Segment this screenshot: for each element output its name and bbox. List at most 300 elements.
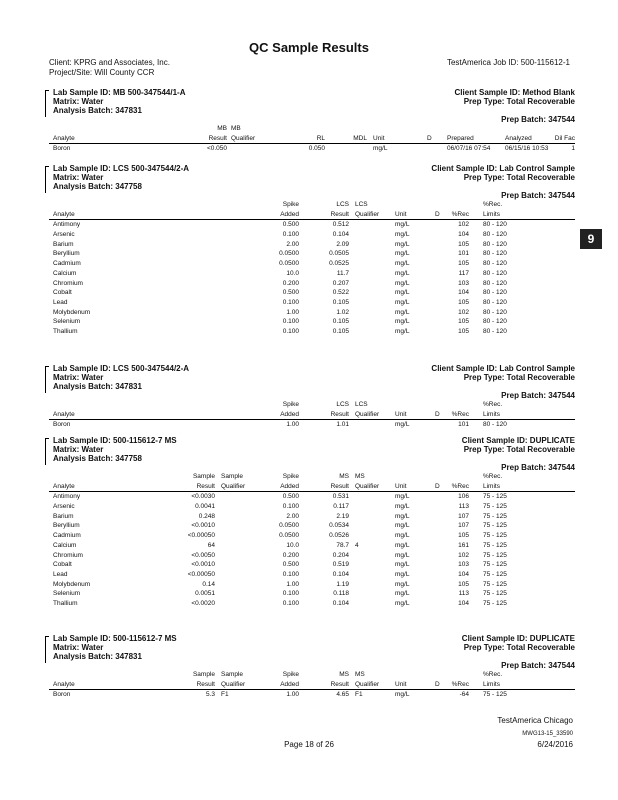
table-cell: 4.65 [336, 691, 349, 699]
column-header: %Rec. [483, 473, 503, 480]
column-header: Result [330, 210, 349, 218]
column-header: %Rec [451, 482, 469, 490]
table-row [49, 551, 575, 561]
table-cell: 10.0 [286, 541, 299, 549]
table-row [49, 531, 575, 541]
analyte-name: Barium [53, 240, 74, 248]
column-header: Sample [192, 473, 215, 480]
client-sample-id: Client Sample ID: Method Blank [454, 88, 575, 97]
table-cell: 75 - 125 [483, 570, 507, 578]
prep-type: Prep Type: Total Recoverable [463, 97, 575, 106]
column-header: D [435, 210, 440, 218]
table-cell: 117 [458, 269, 469, 277]
table-cell: 105 [458, 240, 469, 248]
column-header: MB [217, 125, 227, 132]
column-header: LCS [355, 201, 368, 208]
column-header: Limits [483, 410, 500, 418]
table-header-top [49, 670, 575, 680]
analyte-name: Lead [53, 298, 68, 306]
table-row [49, 560, 575, 570]
table-cell: 113 [458, 503, 469, 511]
column-header: D [427, 134, 432, 142]
table-cell: 105 [458, 532, 469, 540]
table-cell: 1.00 [286, 691, 299, 699]
column-header: Result [330, 482, 349, 490]
table-row [49, 249, 575, 259]
column-header: LCS [336, 401, 349, 408]
table-cell: 75 - 125 [483, 691, 507, 699]
column-header: Dil Fac [554, 134, 575, 142]
matrix: Matrix: Water [53, 373, 104, 382]
client-name: Client: KPRG and Associates, Inc. [49, 58, 170, 67]
table-cell: 105 [458, 327, 469, 335]
column-header: Added [280, 410, 299, 418]
table-cell: 80 - 120 [483, 231, 507, 239]
prep-batch: Prep Batch: 347544 [501, 661, 575, 670]
table-cell: mg/L [395, 599, 410, 607]
footer-code: MWG13-15_33590 [522, 731, 573, 737]
column-header: Unit [395, 210, 407, 218]
table-cell: 104 [458, 570, 469, 578]
table-cell: 0.0500 [279, 260, 299, 268]
table-cell: 0.207 [332, 279, 349, 287]
table-cell: <0.0010 [191, 561, 215, 569]
table-cell: mg/L [395, 327, 410, 335]
column-header: MS [355, 671, 365, 678]
analyte-name: Boron [53, 421, 71, 429]
analyte-name: Calcium [53, 269, 77, 277]
table-header [49, 134, 575, 145]
table-row [49, 288, 575, 298]
table-cell: 105 [458, 298, 469, 306]
column-header: Unit [395, 410, 407, 418]
table-cell: 75 - 125 [483, 580, 507, 588]
table-header-top [49, 400, 575, 410]
prep-batch: Prep Batch: 347544 [501, 115, 575, 124]
table-cell: 103 [458, 279, 469, 287]
table-header [49, 410, 575, 421]
prep-type: Prep Type: Total Recoverable [463, 643, 575, 652]
table-cell: 0.117 [333, 503, 349, 511]
table-cell: 80 - 120 [483, 327, 507, 335]
matrix: Matrix: Water [53, 173, 104, 182]
table-cell: 80 - 120 [483, 308, 507, 316]
table-cell: 101 [458, 250, 469, 258]
table-cell: mg/L [395, 580, 410, 588]
table-cell: <0.00050 [187, 532, 215, 540]
column-header: RL [316, 134, 325, 142]
table-cell: 1.19 [336, 580, 349, 588]
lab-sample-id: Lab Sample ID: 500-115612-7 MS [53, 436, 177, 445]
table-cell: 0.118 [333, 590, 349, 598]
prep-batch: Prep Batch: 347544 [501, 191, 575, 200]
column-header: Qualifier [355, 482, 380, 490]
table-cell: 2.00 [286, 512, 299, 520]
prep-batch: Prep Batch: 347544 [501, 463, 575, 472]
table-cell: mg/L [395, 279, 410, 287]
analyte-name: Thallium [53, 327, 78, 335]
table-cell: mg/L [395, 221, 410, 229]
table-cell: 4 [355, 541, 359, 549]
column-header: %Rec [451, 410, 469, 418]
table-cell: 75 - 125 [483, 590, 507, 598]
column-header: Analyte [53, 410, 75, 418]
table-cell: 161 [458, 541, 469, 549]
table-cell: 1.02 [336, 308, 349, 316]
table-cell: 2.09 [336, 240, 349, 248]
column-header: MDL [353, 134, 367, 142]
analyte-name: Antimony [53, 221, 81, 229]
table-cell: mg/L [395, 561, 410, 569]
table-cell: 0.200 [282, 551, 299, 559]
column-header: MB [231, 125, 241, 132]
table-header-top [49, 472, 575, 482]
table-cell: 2.19 [336, 512, 349, 520]
table-row [49, 230, 575, 240]
prep-type: Prep Type: Total Recoverable [463, 445, 575, 454]
table-cell: 0.0500 [279, 532, 299, 540]
table-cell: F1 [355, 691, 363, 699]
column-header: D [435, 482, 440, 490]
table-cell: mg/L [395, 551, 410, 559]
table-cell: 0.050 [308, 145, 325, 153]
table-cell: 0.0525 [329, 260, 349, 268]
job-id: TestAmerica Job ID: 500-115612-1 [446, 58, 570, 67]
column-header: Qualifier [355, 210, 380, 218]
qc-section [49, 164, 575, 337]
table-row [49, 279, 575, 289]
column-header: Analyte [53, 134, 75, 142]
table-row [49, 512, 575, 522]
analyte-name: Cobalt [53, 561, 72, 569]
table-cell: mg/L [395, 308, 410, 316]
analyte-name: Thallium [53, 599, 78, 607]
matrix: Matrix: Water [53, 643, 104, 652]
lab-sample-id: Lab Sample ID: LCS 500-347544/2-A [53, 164, 190, 173]
table-cell: 107 [458, 512, 469, 520]
table-cell: 1.01 [336, 421, 349, 429]
table-cell: mg/L [395, 512, 410, 520]
table-cell: 80 - 120 [483, 269, 507, 277]
table-cell: -64 [459, 691, 469, 699]
analyte-name: Cadmium [53, 260, 81, 268]
table-cell: 78.7 [336, 541, 349, 549]
prep-type: Prep Type: Total Recoverable [463, 173, 575, 182]
lab-sample-id: Lab Sample ID: MB 500-347544/1-A [53, 88, 186, 97]
table-cell: mg/L [395, 289, 410, 297]
column-header: Sample [221, 473, 244, 480]
table-cell: <0.0050 [191, 551, 215, 559]
column-header: Unit [395, 680, 407, 688]
table-cell: mg/L [395, 590, 410, 598]
analysis-batch: Analysis Batch: 347758 [53, 182, 142, 191]
table-row [49, 570, 575, 580]
table-cell: 0.100 [282, 590, 299, 598]
column-header: Result [208, 134, 227, 142]
column-header: Added [280, 482, 299, 490]
table-row [49, 541, 575, 551]
column-header: Result [330, 680, 349, 688]
table-cell: 75 - 125 [483, 493, 507, 501]
analyte-name: Arsenic [53, 231, 75, 239]
table-cell: 0.512 [332, 221, 349, 229]
table-cell: 80 - 120 [483, 279, 507, 287]
column-header: Analyzed [505, 134, 532, 142]
page-title: QC Sample Results [249, 40, 369, 55]
table-cell: 1.00 [286, 421, 299, 429]
table-row [49, 589, 575, 599]
table-cell: 80 - 120 [483, 298, 507, 306]
analyte-name: Calcium [53, 541, 77, 549]
table-row [49, 240, 575, 250]
column-header: Unit [373, 134, 385, 142]
table-cell: 113 [458, 590, 469, 598]
matrix: Matrix: Water [53, 445, 104, 454]
section-tab[interactable]: 9 [580, 229, 602, 249]
analyte-name: Molybdenum [53, 580, 91, 588]
client-sample-id: Client Sample ID: DUPLICATE [461, 634, 575, 643]
analyte-name: Chromium [53, 279, 83, 287]
table-cell: 0.105 [332, 298, 349, 306]
table-cell: 75 - 125 [483, 522, 507, 530]
table-cell: 0.14 [202, 580, 215, 588]
analysis-batch: Analysis Batch: 347831 [53, 652, 142, 661]
table-cell: 2.00 [286, 240, 299, 248]
table-cell: 75 - 125 [483, 541, 507, 549]
column-header: MS [355, 473, 365, 480]
table-row [49, 420, 575, 430]
column-header: Limits [483, 482, 500, 490]
analyte-name: Antimony [53, 493, 81, 501]
table-cell: 0.100 [282, 327, 299, 335]
table-cell: 06/07/16 07:54 [447, 145, 491, 153]
table-cell: 75 - 125 [483, 503, 507, 511]
table-cell: 80 - 120 [483, 421, 507, 429]
table-cell: 0.0526 [329, 532, 349, 540]
table-cell: 105 [458, 580, 469, 588]
table-row [49, 690, 575, 700]
table-cell: 75 - 125 [483, 551, 507, 559]
analyte-name: Cobalt [53, 289, 72, 297]
table-cell: mg/L [395, 260, 410, 268]
table-cell: 75 - 125 [483, 599, 507, 607]
client-sample-id: Client Sample ID: DUPLICATE [461, 436, 575, 445]
table-cell: 0.105 [332, 318, 349, 326]
table-cell: 0.104 [332, 231, 349, 239]
column-header: %Rec [451, 210, 469, 218]
table-cell: 102 [458, 221, 469, 229]
table-cell: 104 [458, 599, 469, 607]
qc-section [49, 634, 575, 700]
column-header: Result [196, 680, 215, 688]
table-cell: 0.522 [332, 289, 349, 297]
analyte-name: Barium [53, 512, 74, 520]
table-row [49, 317, 575, 327]
footer-company: TestAmerica Chicago [497, 716, 573, 725]
table-cell: mg/L [395, 532, 410, 540]
prep-type: Prep Type: Total Recoverable [463, 373, 575, 382]
column-header: Spike [282, 401, 299, 408]
analysis-batch: Analysis Batch: 347831 [53, 382, 142, 391]
table-cell: 80 - 120 [483, 260, 507, 268]
qc-section [49, 88, 575, 154]
column-header: Sample [192, 671, 215, 678]
table-cell: mg/L [395, 503, 410, 511]
table-cell: 0.100 [282, 503, 299, 511]
analyte-name: Chromium [53, 551, 83, 559]
table-cell: 11.7 [336, 269, 349, 277]
table-cell: 102 [458, 308, 469, 316]
column-header: Analyte [53, 482, 75, 490]
table-cell: mg/L [395, 250, 410, 258]
table-cell: 5.3 [205, 691, 215, 699]
table-row [49, 259, 575, 269]
column-header: Spike [282, 671, 299, 678]
table-cell: 102 [458, 551, 469, 559]
project-site: Project/Site: Will County CCR [49, 68, 155, 77]
table-cell: mg/L [395, 318, 410, 326]
table-cell: 106 [458, 493, 469, 501]
table-row [49, 521, 575, 531]
table-cell: <0.050 [206, 145, 227, 153]
table-cell: 0.104 [332, 599, 349, 607]
column-header: Prepared [447, 134, 474, 142]
table-cell: mg/L [373, 145, 388, 153]
table-cell: 0.500 [282, 561, 299, 569]
table-cell: 75 - 125 [483, 512, 507, 520]
table-cell: 105 [458, 318, 469, 326]
table-cell: 1.00 [286, 308, 299, 316]
analyte-name: Beryllium [53, 522, 80, 530]
table-cell: 64 [207, 541, 215, 549]
table-row [49, 580, 575, 590]
qc-section [49, 436, 575, 609]
analyte-name: Selenium [53, 590, 81, 598]
table-cell: 80 - 120 [483, 250, 507, 258]
column-header: Qualifier [221, 680, 246, 688]
column-header: Qualifier [355, 410, 380, 418]
column-header: Qualifier [221, 482, 246, 490]
column-header: Qualifier [231, 134, 256, 142]
table-cell: 0.519 [332, 561, 349, 569]
table-row [49, 327, 575, 337]
table-cell: mg/L [395, 231, 410, 239]
column-header: D [435, 680, 440, 688]
table-cell: mg/L [395, 691, 410, 699]
table-cell: 0.204 [332, 551, 349, 559]
column-header: Sample [221, 671, 244, 678]
table-cell: 0.100 [282, 231, 299, 239]
table-cell: 75 - 125 [483, 532, 507, 540]
table-cell: 0.0505 [329, 250, 349, 258]
table-cell: 80 - 120 [483, 289, 507, 297]
table-header [49, 482, 575, 493]
column-header: %Rec. [483, 671, 503, 678]
table-row [49, 298, 575, 308]
column-header: %Rec. [483, 201, 503, 208]
table-header [49, 680, 575, 691]
table-cell: 0.0041 [195, 503, 215, 511]
table-cell: 75 - 125 [483, 561, 507, 569]
analyte-name: Arsenic [53, 503, 75, 511]
table-cell: mg/L [395, 421, 410, 429]
table-cell: 0.104 [332, 570, 349, 578]
column-header: %Rec [451, 680, 469, 688]
column-header: Added [280, 680, 299, 688]
column-header: Analyte [53, 210, 75, 218]
table-cell: 0.531 [332, 493, 349, 501]
table-cell: <0.00050 [187, 570, 215, 578]
table-cell: 0.0500 [279, 250, 299, 258]
table-cell: 0.105 [332, 327, 349, 335]
table-row [49, 502, 575, 512]
table-cell: 105 [458, 260, 469, 268]
analyte-name: Selenium [53, 318, 81, 326]
analyte-name: Molybdenum [53, 308, 91, 316]
table-row [49, 492, 575, 502]
table-cell: 0.0051 [195, 590, 215, 598]
column-header: MS [339, 671, 349, 678]
column-header: Unit [395, 482, 407, 490]
table-cell: 0.0500 [279, 522, 299, 530]
column-header: Result [196, 482, 215, 490]
table-cell: 107 [458, 522, 469, 530]
table-cell: 0.500 [282, 289, 299, 297]
table-cell: mg/L [395, 541, 410, 549]
client-sample-id: Client Sample ID: Lab Control Sample [431, 164, 575, 173]
analyte-name: Lead [53, 570, 68, 578]
lab-sample-id: Lab Sample ID: 500-115612-7 MS [53, 634, 177, 643]
table-cell: 103 [458, 561, 469, 569]
table-cell: 1 [571, 145, 575, 153]
table-row [49, 144, 575, 154]
qc-section [49, 364, 575, 430]
table-cell: 80 - 120 [483, 221, 507, 229]
table-cell: 0.500 [282, 493, 299, 501]
analysis-batch: Analysis Batch: 347831 [53, 106, 142, 115]
table-cell: 1.00 [286, 580, 299, 588]
analysis-batch: Analysis Batch: 347758 [53, 454, 142, 463]
table-cell: mg/L [395, 298, 410, 306]
table-cell: 0.500 [282, 221, 299, 229]
column-header: Qualifier [355, 680, 380, 688]
table-header [49, 210, 575, 221]
table-cell: mg/L [395, 269, 410, 277]
table-cell: 0.100 [282, 318, 299, 326]
table-cell: 101 [458, 421, 469, 429]
column-header: Spike [282, 473, 299, 480]
table-cell: 0.248 [198, 512, 215, 520]
table-row [49, 269, 575, 279]
table-row [49, 220, 575, 230]
column-header: Added [280, 210, 299, 218]
analyte-name: Cadmium [53, 532, 81, 540]
table-cell: 0.100 [282, 298, 299, 306]
table-header-top [49, 124, 575, 134]
analyte-name: Boron [53, 145, 71, 153]
table-cell: <0.0020 [191, 599, 215, 607]
column-header: LCS [336, 201, 349, 208]
table-cell: 10.0 [286, 269, 299, 277]
table-cell: <0.0030 [191, 493, 215, 501]
column-header: MS [339, 473, 349, 480]
column-header: %Rec. [483, 401, 503, 408]
table-row [49, 599, 575, 609]
column-header: LCS [355, 401, 368, 408]
lab-sample-id: Lab Sample ID: LCS 500-347544/2-A [53, 364, 190, 373]
table-cell: 0.100 [282, 570, 299, 578]
column-header: Analyte [53, 680, 75, 688]
